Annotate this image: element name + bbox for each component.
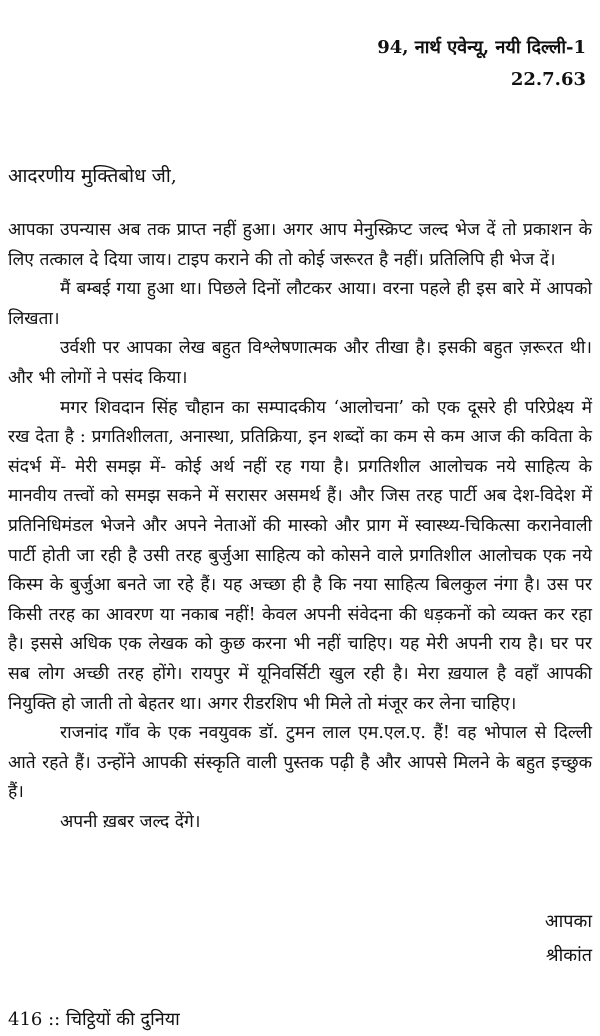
sender-address: 94, नार्थ एवेन्यू, नयी दिल्ली-1 <box>377 37 586 58</box>
paragraph-3: उर्वशी पर आपका लेख बहुत विश्लेषणात्मक और तीखा है। इसकी बहुत ज़रूरत थी। और भी लोगों ने पसंद किया। <box>8 338 592 388</box>
closing-word: आपका <box>544 911 592 932</box>
paragraph-4: मगर शिवदान सिंह चौहान का सम्पादकीय ‘आलोचना’ को एक दूसरे ही परिप्रेक्ष्य में रख देता है : प्रगतिशीलता, अनास्था, प्रतिक्रिया, इन शब्दों का कम से कम आज की कविता के संदर्भ में- मेरी समझ में- कोई अर्थ नहीं रह गया है। प्रगतिशील आलोचक नये साहित्य के मानवीय तत्त्वों को समझ सकने में सरासर असमर्थ हैं। और जिस तरह पार्टी अब देश-विदेश में प्रतिनिधिमंडल भेजने और अपने नेताओं की मास्को और प्राग में स्वास्थ्य-चिकित्सा करानेवाली पार्टी होती जा रही है उसी तरह बुर्जुआ साहित्य को कोसने वाले प्रगतिशील आलोचक एक नये किस्म के बुर्जुआ बनते जा रहे हैं। यह अच्छा ही है कि नया साहित्य बिलकुल नंगा है। उस पर किसी तरह का आवरण या नकाब नहीं! केवल अपनी संवेदना की धड़कनों को व्यक्त कर रहा है। इससे अधिक एक लेखक को कुछ करना भी नहीं चाहिए। यह मेरी अपनी राय है। घर पर सब लोग अच्छी तरह होंगे। रायपुर में यूनिवर्सिटी खुल रही है। मेरा ख़याल है वहाँ आपकी नियुक्ति हो जाती तो बेहतर था। अगर रीडरशिप भी मिले तो मंजूर कर लेना चाहिए। <box>8 397 592 714</box>
letter-body <box>8 216 592 837</box>
paragraph-5: राजनांद गाँव के एक नवयुवक डॉ. टुमन लाल एम.एल.ए. हैं! वह भोपाल से दिल्ली आते रहते हैं। उन्होंने आपकी संस्कृति वाली पुस्तक पढ़ी है और आपसे मिलने के बहुत इच्छुक हैं। <box>8 723 592 803</box>
signature: श्रीकांत <box>545 945 592 966</box>
page-footer: 416 :: चिट्ठियों की दुनिया <box>8 1009 180 1030</box>
sender-address-block <box>377 32 586 96</box>
paragraph-1: आपका उपन्यास अब तक प्राप्त नहीं हुआ। अगर आप मेनुस्क्रिप्ट जल्द भेज दें तो प्रकाशन के लिए तत्काल दे दिया जाय। टाइप कराने की तो कोई जरूरत है नहीं। प्रतिलिपि ही भेज दें। <box>8 220 592 270</box>
paragraph-6: अपनी ख़बर जल्द देंगे। <box>60 811 201 832</box>
closing-block <box>545 905 592 973</box>
salutation: आदरणीय मुक्तिबोध जी, <box>8 165 177 187</box>
paragraph-2: मैं बम्बई गया हुआ था। पिछले दिनों लौटकर आया। वरना पहले ही इस बारे में आपको लिखता। <box>8 279 592 329</box>
letter-date: 22.7.63 <box>510 69 586 90</box>
